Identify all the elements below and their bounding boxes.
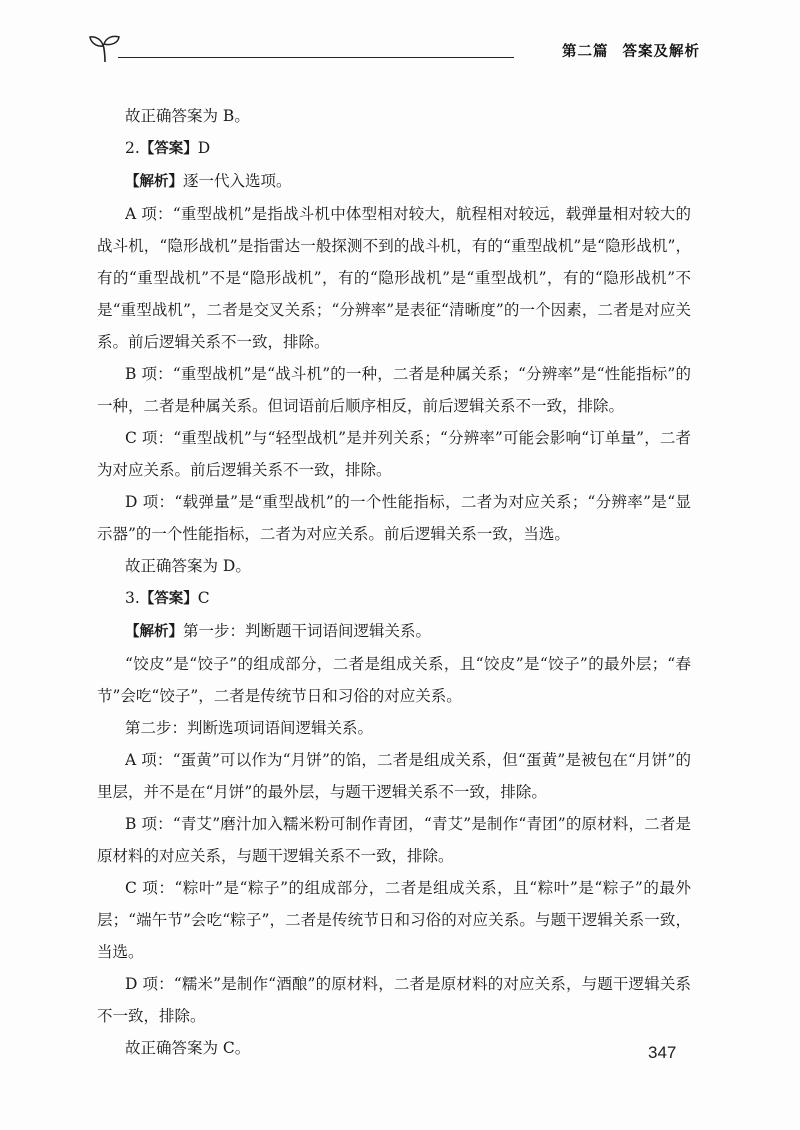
answer-label: 【答案】: [139, 591, 198, 607]
analysis-label: 【解析】: [125, 624, 183, 640]
answer-label: 【答案】: [139, 141, 198, 157]
q3-answer-line: 3.【答案】C: [125, 589, 210, 607]
sprout-icon: [88, 34, 122, 64]
paragraph: A 项：“蛋黄”可以作为“月饼”的馅，二者是组成关系，但“蛋黄”是被包在“月饼”的里层，并不是在“月饼”的最外层，与题干逻辑关系不一致，排除。: [97, 751, 691, 801]
paragraph: 故正确答案为 B。: [125, 107, 250, 125]
paragraph: 第二步：判断选项词语间逻辑关系。: [125, 719, 374, 737]
paragraph: B 项：“青艾”磨汁加入糯米粉可制作青团，“青艾”是制作“青团”的原材料，二者是原材料的对应关系，与题干逻辑关系不一致，排除。: [97, 815, 691, 865]
paragraph: C 项：“粽叶”是“粽子”的组成部分，二者是组成关系，且“粽叶”是“粽子”的最外层；“端午节”会吃“粽子”，二者是传统节日和习俗的对应关系。与题干逻辑关系一致，当选。: [97, 879, 691, 961]
q2-analysis-line: 【解析】逐一代入选项。: [125, 172, 292, 190]
q2-answer: D: [197, 139, 211, 157]
paragraph: D 项：“载弹量”是“重型战机”的一个性能指标，二者为对应关系；“分辨率”是“显示器”的一个性能指标，二者为对应关系。前后逻辑关系一致，当选。: [97, 493, 691, 543]
paragraph: C 项：“重型战机”与“轻型战机”是并列关系；“分辨率”可能会影响“订单量”，二者为对应关系。前后逻辑关系不一致，排除。: [97, 429, 691, 479]
q2-answer-line: 2.【答案】D: [125, 139, 211, 157]
q3-analysis-line: 【解析】第一步：判断题干词语间逻辑关系。: [125, 622, 432, 640]
paragraph: D 项：“糯米”是制作“酒酿”的原材料，二者是原材料的对应关系，与题干逻辑关系不一致，排除。: [97, 975, 691, 1025]
paragraph: A 项：“重型战机”是指战斗机中体型相对较大，航程相对较远，载弹量相对较大的战斗机，“隐形战机”是指雷达一般探测不到的战斗机，有的“重型战机”是“隐形战机”，有的“重型战机”不是“隐形战机”，有的“隐形战机”是“重型战机”，有的“隐形战机”不是“重型战机”，二者是交叉关系；“分辨率”是表征“清晰度”的一个因素，二者是对应关系。前后逻辑关系不一致，排除。: [97, 205, 691, 351]
paragraph: B 项：“重型战机”是“战斗机”的一种，二者是种属关系；“分辨率”是“性能指标”的一种，二者是种属关系。但词语前后顺序相反，前后逻辑关系不一致，排除。: [97, 365, 691, 415]
header-title: [562, 40, 700, 61]
page-header: [88, 30, 700, 70]
q3-answer: C: [197, 589, 210, 607]
paragraph: 故正确答案为 C。: [125, 1039, 251, 1057]
analysis-label: 【解析】: [125, 174, 183, 190]
paragraph: 故正确答案为 D。: [125, 557, 251, 575]
header-rule: [118, 57, 514, 58]
header-section: 答案及解析: [622, 44, 700, 60]
header-part: 第二篇: [562, 44, 609, 60]
page-content: [97, 100, 691, 1064]
paragraph: “饺皮”是“饺子”的组成部分，二者是组成关系，且“饺皮”是“饺子”的最外层；“春节”会吃“饺子”，二者是传统节日和习俗的对应关系。: [97, 655, 691, 705]
page-number: 347: [648, 1043, 677, 1062]
